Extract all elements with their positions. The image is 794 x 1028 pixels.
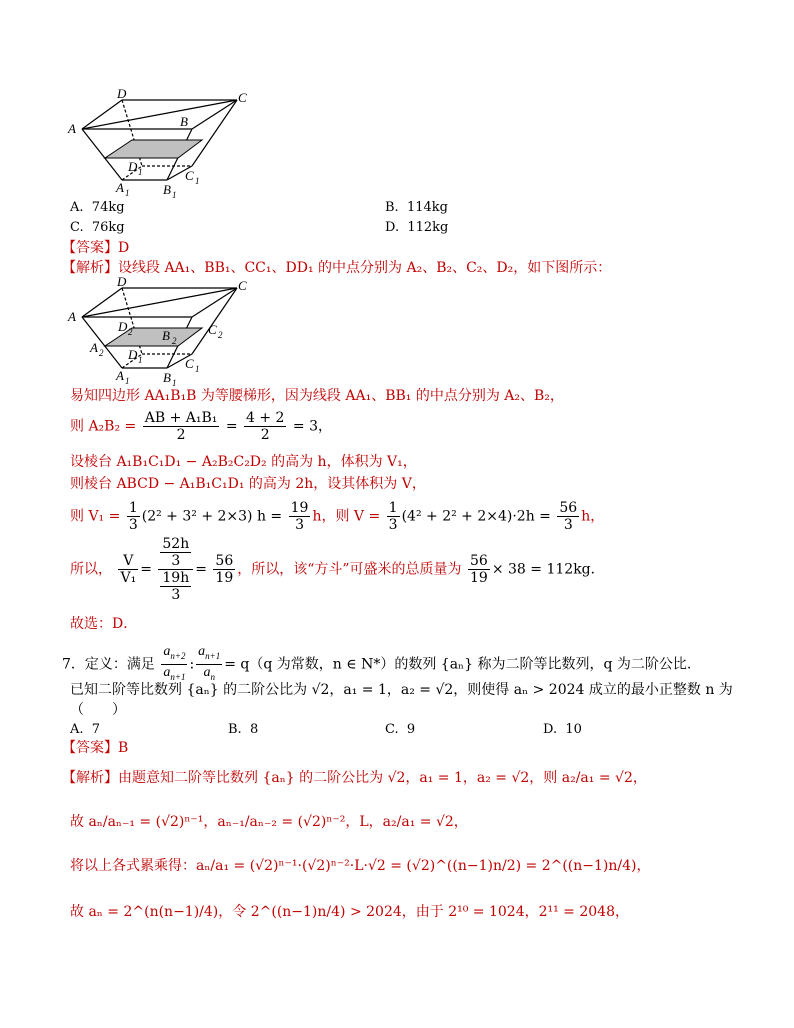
- frac-denominator: 3: [295, 517, 304, 533]
- frac-numerator: 1: [128, 500, 138, 516]
- frac-numerator: 56: [559, 500, 578, 516]
- eq-sign: =: [195, 561, 207, 578]
- label-B: B: [180, 114, 188, 129]
- q7-prefix: 7．定义：满足: [62, 656, 155, 673]
- frac-denominator: 19: [470, 570, 488, 586]
- analysis-q6-conclusion: 故选：D．: [70, 616, 138, 632]
- answer-label: 【答案】: [62, 240, 118, 256]
- answer-label: 【答案】: [62, 740, 118, 756]
- option-letter: B.: [385, 200, 399, 215]
- svg-text:2: 2: [99, 348, 104, 358]
- label-A: A: [68, 121, 76, 136]
- svg-text:1: 1: [195, 176, 200, 186]
- eq-text: ，所以，该“方斗”可盛米的总质量为: [237, 561, 462, 578]
- frac-denominator: 2: [176, 427, 186, 443]
- option-text: 112kg: [407, 220, 449, 235]
- label-C1: C: [185, 356, 194, 371]
- figure-frustum-1: [62, 88, 262, 200]
- label-A: A: [68, 309, 76, 324]
- answer-value: D: [118, 240, 130, 256]
- frac-numerator: 19h: [162, 570, 190, 586]
- label-D1: D: [128, 159, 138, 174]
- eq-part: h，则 V =: [312, 508, 381, 525]
- frac-denominator: 19: [215, 570, 234, 586]
- option-text: 7: [91, 722, 101, 737]
- svg-text:1: 1: [195, 364, 200, 374]
- option-letter: B.: [228, 722, 242, 737]
- frac-denominator: 3: [128, 517, 138, 533]
- frac-denominator: 3: [171, 587, 181, 603]
- svg-text:1: 1: [138, 355, 143, 365]
- option-d[interactable]: [385, 218, 448, 238]
- option-text: 8: [249, 722, 259, 737]
- answer-q6: [62, 238, 129, 258]
- analysis-q7-line2: 故 aₙ/aₙ₋₁ = (√2)ⁿ⁻¹，aₙ₋₁/aₙ₋₂ = (√2)ⁿ⁻²，L，a₂/a₁ = √2，: [70, 814, 468, 830]
- label-C: C: [238, 278, 247, 293]
- label-A2: A: [90, 340, 98, 355]
- svg-text:2: 2: [218, 330, 223, 340]
- frac-denominator: 2: [260, 427, 270, 443]
- analysis-q6-line5: 则棱台 ABCD − A₁B₁C₁D₁ 的高为 2h，设其体积为 V，: [70, 476, 426, 492]
- option-letter: C.: [70, 220, 84, 235]
- option-text: 114kg: [406, 200, 448, 215]
- option-letter: D.: [385, 220, 400, 235]
- svg-text:1: 1: [138, 167, 143, 177]
- question-7-paren: （ ）: [70, 702, 126, 718]
- analysis-q6-line1: [62, 258, 611, 278]
- label-B2: B: [162, 328, 170, 343]
- analysis-q6-line2: 易知四边形 AA₁B₁B 为等腰梯形，因为线段 AA₁、BB₁ 的中点分别为 A₂、B₂，: [70, 388, 564, 404]
- analysis-text: 由题意知二阶等比数列 {aₙ} 的二阶公比为 √2，a₁ = 1，a₂ = √2，则 a₂/a₁ = √2，: [118, 770, 647, 786]
- svg-text:1: 1: [172, 378, 177, 388]
- svg-text:1: 1: [125, 376, 130, 386]
- analysis-label: 【解析】: [62, 770, 118, 786]
- eq-part: 则 V₁ =: [70, 508, 121, 525]
- svg-text:1: 1: [172, 190, 177, 200]
- figure-frustum-2: [62, 276, 262, 388]
- frac-denominator: 3: [388, 517, 398, 533]
- q7-text: = q（q 为常数，n ∈ N*）的数列 {aₙ} 称为二阶等比数列，q 为二阶公比.: [224, 656, 692, 673]
- analysis-q6-line3: 则 A₂B₂ = $\frac{\text{AB + A₁B₁}}{2}$ = $\frac{4 + 2}{2}$ = 3，: [70, 410, 333, 443]
- option-letter: A.: [70, 722, 84, 737]
- option-c[interactable]: [70, 218, 125, 238]
- eq-prefix: 所以，: [70, 561, 112, 578]
- frac-numerator: 56: [470, 553, 488, 569]
- eq-result: = 3，: [292, 418, 333, 435]
- label-B1: B: [163, 370, 171, 385]
- label-D: D: [117, 88, 127, 101]
- analysis-q6-line6: [70, 500, 604, 533]
- question-7-line1: 7．定义：满足 $\frac{a_{n+2}}{a_{n+1}}$ : $\frac{a_{n+1}}{a_n}$ = q（q 为常数，n ∈ N*）的数列 {aₙ} 称为二阶等比数列，q 为二阶公比.: [62, 644, 692, 682]
- q7-option-c[interactable]: [385, 720, 415, 740]
- label-C1: C: [185, 168, 194, 183]
- frac-numerator: AB + A₁B₁: [144, 410, 218, 426]
- frac-numerator: 1: [388, 500, 398, 516]
- label-B1: B: [163, 182, 171, 197]
- analysis-q7-line1: [62, 768, 647, 788]
- frac-numerator: 19: [290, 500, 309, 516]
- svg-text:1: 1: [125, 188, 130, 198]
- q7-option-b[interactable]: [228, 720, 258, 740]
- analysis-q7-line4: 故 aₙ = 2^(n(n−1)/4)，令 2^((n−1)n/4) > 2024，由于 2¹⁰ = 1024，2¹¹ = 2048，: [70, 904, 629, 920]
- svg-text:2: 2: [128, 327, 133, 337]
- analysis-q6-line4: 设棱台 A₁B₁C₁D₁ − A₂B₂C₂D₂ 的高为 h，体积为 V₁，: [70, 454, 417, 470]
- q7-option-a[interactable]: [70, 720, 100, 740]
- eq-part: (4² + 2² + 2×4)·2h =: [401, 508, 551, 525]
- answer-q7: [62, 738, 128, 758]
- option-letter: D.: [543, 722, 558, 737]
- label-C: C: [238, 90, 247, 105]
- option-text: 9: [406, 722, 416, 737]
- option-text: 76kg: [91, 220, 125, 235]
- eq-prefix: 则 A₂B₂ =: [70, 418, 137, 435]
- frac-denominator: 3: [563, 517, 573, 533]
- frac-numerator: 52h: [162, 536, 190, 552]
- frac-numerator: 4 + 2: [246, 410, 285, 426]
- analysis-text: 设线段 AA₁、BB₁、CC₁、DD₁ 的中点分别为 A₂、B₂、C₂、D₂，如下图所示：: [118, 260, 612, 276]
- svg-text:2: 2: [172, 336, 177, 346]
- q7-option-d[interactable]: [543, 720, 582, 740]
- analysis-q7-line3: 将以上各式累乘得：aₙ/a₁ = (√2)ⁿ⁻¹·(√2)ⁿ⁻²·L·√2 = (√2)^((n−1)n/2) = 2^((n−1)n/4)，: [70, 858, 651, 874]
- option-letter: C.: [385, 722, 399, 737]
- question-7-line2: 已知二阶等比数列 {aₙ} 的二阶公比为 √2，a₁ = 1，a₂ = √2，则使得 aₙ > 2024 成立的最小正整数 n 为: [70, 682, 733, 698]
- label-C2: C: [208, 322, 217, 337]
- frac-denominator: V₁: [120, 570, 137, 586]
- option-text: 74kg: [91, 200, 125, 215]
- label-A1: A: [116, 180, 124, 195]
- label-D: D: [117, 276, 127, 289]
- option-a[interactable]: [70, 198, 125, 218]
- eq-tail: × 38 = 112kg．: [491, 561, 605, 578]
- frac-numerator: V: [118, 553, 138, 570]
- option-letter: A.: [70, 200, 84, 215]
- option-b[interactable]: [385, 198, 448, 218]
- frac-numerator: 56: [215, 553, 234, 569]
- label-D2: D: [118, 319, 128, 334]
- option-text: 10: [565, 722, 582, 737]
- label-A1: A: [116, 368, 124, 383]
- eq-part: h，: [581, 508, 605, 525]
- eq-part: (2² + 3² + 2×3) h =: [141, 508, 283, 525]
- label-D1: D: [128, 347, 138, 362]
- frac-denominator: 3: [171, 553, 181, 569]
- answer-value: B: [118, 740, 129, 756]
- analysis-label: 【解析】: [62, 260, 118, 276]
- analysis-q6-line7: 所以， $\frac{V}{\text{V₁}}$ = $\frac{\frac{52h}{3}}{\frac{19h}{3}}$ = $\frac{56}{19}$ ，所以，该“方斗”可盛米的总质量为 $\frac{56}{19}$ × 38 = 112kg．: [70, 536, 605, 603]
